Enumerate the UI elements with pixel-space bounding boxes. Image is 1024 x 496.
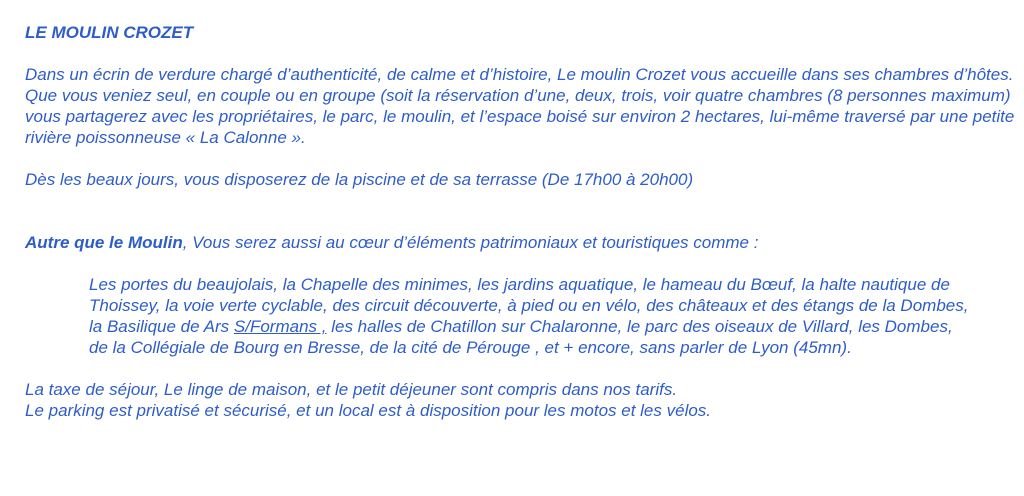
- spacer: [25, 43, 1015, 64]
- intro-paragraph-1: Dans un écrin de verdure chargé d’authenticité, de calme et d’histoire, Le moulin Crozet vous accueille dans ses chambres d’hôtes.: [25, 65, 1014, 84]
- other-paragraph: [25, 232, 1015, 253]
- spacer: [25, 190, 1015, 232]
- places-underlined: S/Formans ,: [233, 317, 327, 336]
- places-text-1: Les portes du beaujolais, la Chapelle des minimes, les jardins aquatique, le hameau du Bœuf, la halte nautique de Thoissey, la voie verte cyclable, des circuit découverte, à pied ou en vélo, des châteaux et des étangs de la Dombes, la Basilique de Ars: [89, 275, 969, 336]
- other-lead: Autre que le Moulin: [25, 233, 183, 252]
- document-title: LE MOULIN CROZET: [25, 23, 194, 42]
- document-body: [25, 22, 1015, 421]
- places-paragraph: [25, 274, 1015, 358]
- spacer: [25, 358, 1015, 379]
- places-text-2: les halles de Chatillon sur Chalaronne, le parc des oiseaux de Villard, les Dombes, de la Collégiale de Bourg en Bresse, de la cité de Pérouge , et + encore, sans parler de Lyon (45mn).: [89, 317, 953, 357]
- spacer: [25, 148, 1015, 169]
- pool-paragraph: Dès les beaux jours, vous disposerez de la piscine et de sa terrasse (De 17h00 à 20h00): [25, 170, 694, 189]
- closing-paragraph-2: Le parking est privatisé et sécurisé, et un local est à disposition pour les motos et les vélos.: [25, 401, 712, 420]
- other-rest: , Vous serez aussi au cœur d’éléments patrimoniaux et touristiques comme :: [182, 233, 759, 252]
- spacer: [25, 253, 1015, 274]
- closing-paragraph-1: La taxe de séjour, Le linge de maison, et le petit déjeuner sont compris dans nos tarifs.: [25, 380, 678, 399]
- intro-paragraph-2: Que vous veniez seul, en couple ou en groupe (soit la réservation d’une, deux, trois, voir quatre chambres (8 personnes maximum) vous partagerez avec les propriétaires, le parc, le moulin, et l’espace boisé sur environ 2 hectares, lui-même traversé par une petite rivière poissonneuse « La Calonne ».: [25, 86, 1015, 147]
